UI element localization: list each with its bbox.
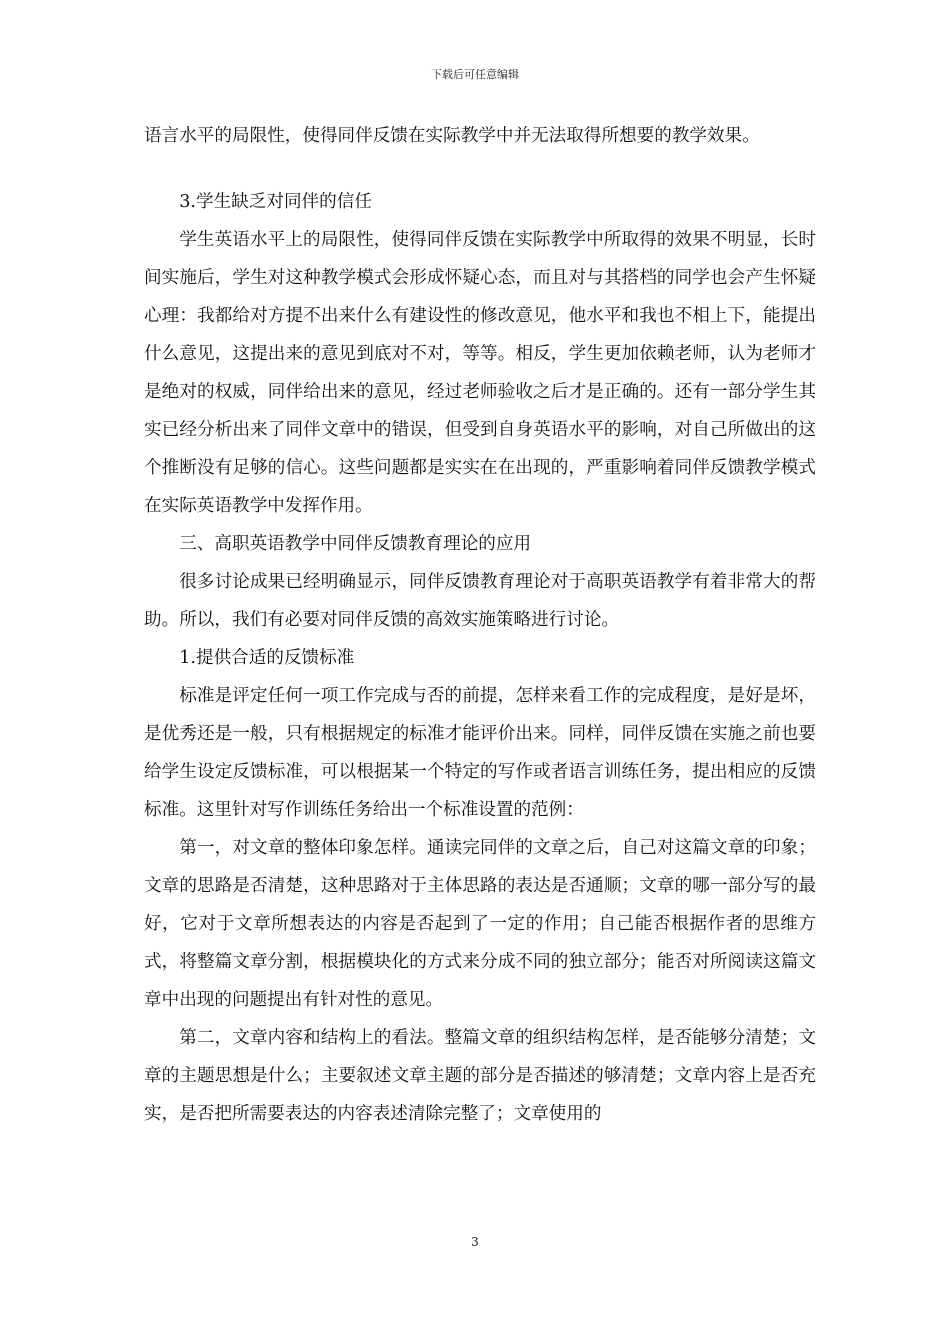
paragraph: 第一，对文章的整体印象怎样。通读完同伴的文章之后，自己对这篇文章的印象；文章的思路是否清楚，这种思路对于主体思路的表达是否通顺；文章的哪一部分写的最好，它对于文章所想表达的内容是否起到了一定的作用；自己能否根据作者的思维方式，将整篇文章分割，根据模块化的方式来分成不同的独立部分；能否对所阅读这篇文章中出现的问题提出有针对性的意见。 (144, 838, 816, 1010)
page-header: 下载后可任意编辑 (431, 68, 519, 81)
paragraph: 第二，文章内容和结构上的看法。整篇文章的组织结构怎样，是否能够分清楚；文章的主题思想是什么；主要叙述文章主题的部分是否描述的够清楚；文章内容上是否充实，是否把所需要表达的内容表述清除完整了；文章使用的 (144, 1028, 816, 1124)
paragraph: 标准是评定任何一项工作完成与否的前提，怎样来看工作的完成程度，是好是坏，是优秀还是一般，只有根据规定的标准才能评价出来。同样，同伴反馈在实施之前也要给学生设定反馈标准，可以根据某一个特定的写作或者语言训练任务，提出相应的反馈标准。这里针对写作训练任务给出一个标准设置的范例： (144, 686, 816, 820)
paragraph: 学生英语水平上的局限性，使得同伴反馈在实际教学中所取得的效果不明显，长时间实施后，学生对这种教学模式会形成怀疑心态，而且对与其搭档的同学也会产生怀疑心理：我都给对方提不出来什么有建设性的修改意见，他水平和我也不相上下，能提出什么意见，这提出来的意见到底对不对，等等。相反，学生更加依赖老师，认为老师才是绝对的权威，同伴给出来的意见，经过老师验收之后才是正确的。还有一部分学生其实已经分析出来了同伴文章中的错误，但受到自身英语水平的影响，对自己所做出的这个推断没有足够的信心。这些问题都是实实在在出现的，严重影响着同伴反馈教学模式在实际英语教学中发挥作用。 (144, 230, 816, 516)
subheading-1: 1.提供合适的反馈标准 (179, 648, 355, 668)
paragraph: 很多讨论成果已经明确显示，同伴反馈教育理论对于高职英语教学有着非常大的帮助。所以，我们有必要对同伴反馈的高效实施策略进行讨论。 (144, 572, 816, 630)
section-heading: 三、高职英语教学中同伴反馈教育理论的应用 (179, 534, 532, 554)
subheading-3: 3.学生缺乏对同伴的信任 (179, 192, 372, 212)
page-number: 3 (471, 1235, 479, 1249)
document-body (144, 117, 816, 1133)
paragraph-continuation: 语言水平的局限性，使得同伴反馈在实际教学中并无法取得所想要的教学效果。 (144, 126, 760, 146)
